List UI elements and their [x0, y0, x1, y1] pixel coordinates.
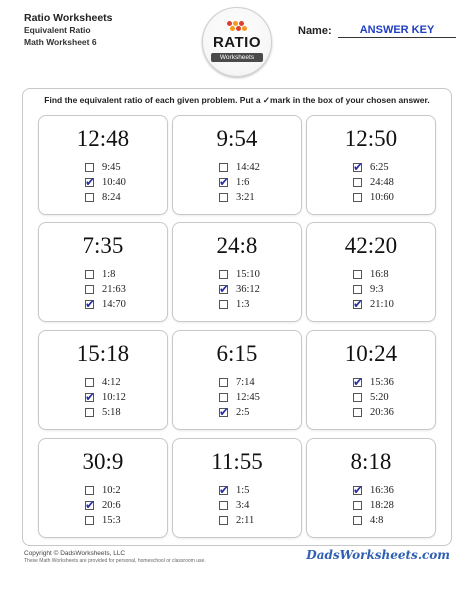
checkbox[interactable] — [85, 193, 94, 202]
option-value: 1:8 — [102, 269, 116, 280]
option-value: 15:10 — [236, 269, 260, 280]
checkbox[interactable] — [85, 285, 94, 294]
checkbox[interactable] — [353, 178, 362, 187]
option-value: 1:6 — [236, 177, 250, 188]
ratio-logo — [202, 7, 272, 77]
checkbox[interactable] — [353, 270, 362, 279]
checkmark-icon: ✔ — [353, 483, 364, 497]
checkmark-icon: ✔ — [353, 297, 364, 311]
option-value: 4:8 — [370, 515, 384, 526]
option-value: 1:3 — [236, 299, 250, 310]
option-value: 2:11 — [236, 515, 255, 526]
checkbox[interactable] — [353, 285, 362, 294]
logo-sub: Worksheets — [211, 53, 263, 62]
checkmark-icon: ✔ — [85, 498, 96, 512]
logo-dots-icon — [227, 21, 249, 31]
checkbox[interactable] — [85, 486, 94, 495]
checkbox[interactable] — [85, 516, 94, 525]
checkmark-icon: ✔ — [219, 175, 230, 189]
problem-card — [38, 330, 168, 430]
checked-checkbox[interactable] — [353, 160, 364, 174]
option-value: 20:6 — [102, 500, 121, 511]
option-value: 5:18 — [102, 407, 121, 418]
checkbox[interactable] — [85, 408, 94, 417]
option-value: 15:36 — [370, 377, 394, 388]
checkmark-icon: ✔ — [353, 375, 364, 389]
option-value: 16:8 — [370, 269, 389, 280]
option-value: 9:45 — [102, 162, 121, 173]
option-value: 14:42 — [236, 162, 260, 173]
checkmark-icon: ✔ — [85, 390, 96, 404]
checked-checkbox[interactable] — [353, 375, 364, 389]
checkbox[interactable] — [219, 516, 228, 525]
checkmark-icon: ✔ — [219, 483, 230, 497]
checkmark-icon: ✔ — [219, 282, 230, 296]
problem-card — [306, 330, 436, 430]
logo-word: RATIO — [212, 34, 262, 51]
checkbox[interactable] — [219, 378, 228, 387]
checkbox[interactable] — [219, 501, 228, 510]
checkbox[interactable] — [353, 408, 362, 417]
option-value: 12:45 — [236, 392, 260, 403]
worksheet-header — [24, 11, 113, 48]
instructions: Find the equivalent ratio of each given problem. Put a ✓mark in the box of your chosen answer. — [44, 95, 430, 105]
problem-card — [172, 115, 302, 215]
option-value: 8:24 — [102, 192, 121, 203]
option-value: 1:5 — [236, 485, 250, 496]
problem-ratio: 7:35 — [82, 233, 124, 258]
option-value: 10:12 — [102, 392, 126, 403]
checkbox[interactable] — [219, 163, 228, 172]
checked-checkbox[interactable] — [85, 175, 96, 189]
checkbox[interactable] — [219, 270, 228, 279]
checked-checkbox[interactable] — [219, 483, 230, 497]
checkbox[interactable] — [85, 270, 94, 279]
checkmark-icon: ✔ — [85, 175, 96, 189]
problem-ratio: 10:24 — [344, 341, 398, 366]
problem-ratio: 6:15 — [216, 341, 258, 366]
problem-ratio: 24:8 — [216, 233, 258, 258]
option-value: 15:3 — [102, 515, 121, 526]
problem-card — [306, 115, 436, 215]
option-value: 9:3 — [370, 284, 384, 295]
option-value: 10:60 — [370, 192, 394, 203]
checked-checkbox[interactable] — [85, 498, 96, 512]
problem-ratio: 8:18 — [350, 449, 392, 474]
checkbox[interactable] — [353, 193, 362, 202]
option-value: 10:40 — [102, 177, 126, 188]
option-value: 6:25 — [370, 162, 389, 173]
option-value: 16:36 — [370, 485, 394, 496]
checked-checkbox[interactable] — [219, 282, 230, 296]
problem-card — [38, 438, 168, 538]
option-value: 4:12 — [102, 377, 121, 388]
problem-card — [306, 438, 436, 538]
option-value: 5:20 — [370, 392, 389, 403]
checked-checkbox[interactable] — [85, 390, 96, 404]
problem-card — [38, 222, 168, 322]
option-value: 21:10 — [370, 299, 394, 310]
checkmark-icon: ✔ — [85, 297, 96, 311]
checkbox[interactable] — [219, 300, 228, 309]
copyright: Copyright © DadsWorksheets, LLC — [24, 550, 126, 557]
answer-key-text: ANSWER KEY — [338, 24, 456, 38]
checkbox[interactable] — [353, 501, 362, 510]
problem-ratio: 30:9 — [82, 449, 124, 474]
checkbox[interactable] — [85, 378, 94, 387]
worksheet-number: Math Worksheet 6 — [24, 36, 97, 47]
problem-ratio: 9:54 — [216, 126, 258, 151]
option-value: 3:21 — [236, 192, 255, 203]
checkbox[interactable] — [219, 393, 228, 402]
problem-ratio: 11:55 — [211, 449, 263, 474]
checkbox[interactable] — [353, 516, 362, 525]
checked-checkbox[interactable] — [353, 297, 364, 311]
problem-ratio: 12:48 — [76, 126, 130, 151]
checked-checkbox[interactable] — [85, 297, 96, 311]
checked-checkbox[interactable] — [353, 483, 364, 497]
option-value: 24:48 — [370, 177, 394, 188]
option-value: 21:63 — [102, 284, 126, 295]
option-value: 2:5 — [236, 407, 250, 418]
checkbox[interactable] — [219, 193, 228, 202]
option-value: 20:36 — [370, 407, 394, 418]
name-label: Name: — [298, 25, 332, 37]
name-field — [298, 24, 458, 40]
checked-checkbox[interactable] — [219, 405, 230, 419]
problem-ratio: 12:50 — [344, 126, 398, 151]
checkbox[interactable] — [353, 393, 362, 402]
option-value: 10:2 — [102, 485, 121, 496]
option-value: 18:28 — [370, 500, 394, 511]
problem-card — [172, 330, 302, 430]
footer — [22, 548, 452, 568]
checkmark-icon: ✔ — [219, 405, 230, 419]
option-value: 7:14 — [236, 377, 255, 388]
usage-note: These Math Worksheets are provided for personal, homeschool or classroom use. — [24, 558, 206, 564]
brand-logo: DadsWorksheets.com — [306, 548, 450, 562]
worksheet-title: Ratio Worksheets — [24, 12, 113, 24]
problem-card — [172, 222, 302, 322]
worksheet-subtitle: Equivalent Ratio — [24, 25, 91, 36]
problem-ratio: 42:20 — [344, 233, 398, 258]
option-value: 3:4 — [236, 500, 250, 511]
problem-card — [38, 115, 168, 215]
problem-card — [306, 222, 436, 322]
problem-ratio: 15:18 — [76, 341, 130, 366]
checkmark-icon: ✔ — [353, 160, 364, 174]
option-value: 14:70 — [102, 299, 126, 310]
option-value: 36:12 — [236, 284, 260, 295]
problem-card — [172, 438, 302, 538]
checkbox[interactable] — [85, 163, 94, 172]
checked-checkbox[interactable] — [219, 175, 230, 189]
